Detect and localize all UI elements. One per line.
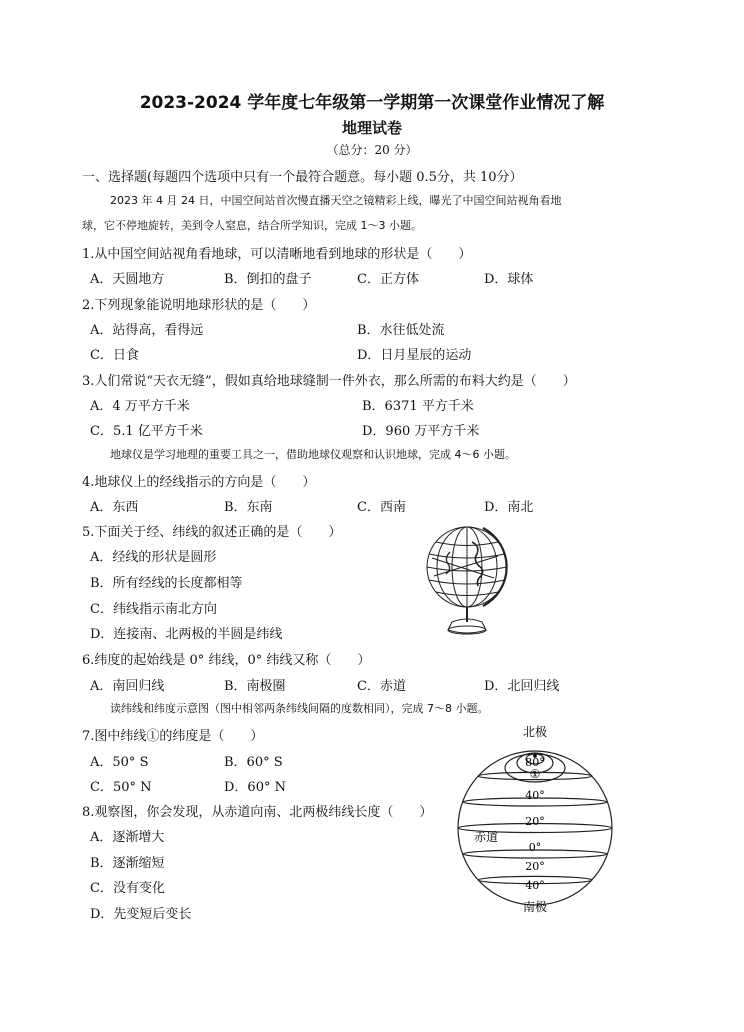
option-c[interactable]: C．西南 (357, 500, 406, 515)
option-a[interactable]: A．逐渐增大 (90, 830, 165, 845)
option-a[interactable]: A．天圆地方 (90, 272, 165, 287)
page-title: 2023-2024 学年度七年级第一学期第一次课堂作业情况了解 (139, 93, 605, 113)
option-c[interactable]: C．正方体 (357, 272, 419, 287)
option-d[interactable]: D．先变短后变长 (90, 907, 192, 922)
north-pole-label: 北极 (522, 725, 548, 739)
option-c[interactable]: C．纬线指示南北方向 (90, 602, 217, 617)
question-stem: 1.从中国空间站视角看地球，可以清晰地看到地球的形状是（ ） (82, 247, 472, 262)
option-d[interactable]: D．球体 (484, 272, 534, 287)
latitude-label: 80° (525, 756, 545, 769)
option-b[interactable]: B．6371 平方千米 (362, 399, 474, 414)
intro-paragraph: 读纬线和纬度示意图（图中相邻两条纬线间隔的度数相同），完成 7～8 小题。 (110, 702, 489, 715)
option-d[interactable]: D．960 万平方千米 (362, 424, 480, 439)
intro-paragraph-line: 2023 年 4 月 24 日，中国空间站首次慢直播天空之镜精彩上线，曝光了中国空间站视角看地 (110, 194, 562, 207)
option-a[interactable]: A．南回归线 (90, 679, 165, 694)
option-c[interactable]: C．50° N (90, 780, 152, 795)
option-b[interactable]: B．南极圈 (224, 679, 286, 694)
option-d[interactable]: D．连接南、北两极的半圆是纬线 (90, 627, 283, 642)
option-a[interactable]: A．东西 (90, 500, 139, 515)
question-stem: 4.地球仪上的经线指示的方向是（ ） (82, 475, 316, 490)
option-b[interactable]: B．60° S (224, 755, 283, 770)
question-stem: 5.下面关于经、纬线的叙述正确的是（ ） (82, 525, 342, 540)
option-c[interactable]: C．赤道 (357, 679, 406, 694)
latitude-label: 20° (525, 860, 545, 873)
option-d[interactable]: D．60° N (224, 780, 286, 795)
option-d[interactable]: D．日月星辰的运动 (357, 348, 472, 363)
question-stem: 8.观察图，你会发现，从赤道向南、北两极纬线长度（ ） (82, 805, 433, 820)
option-a[interactable]: A．站得高，看得远 (90, 323, 204, 338)
option-b[interactable]: B．逐渐缩短 (90, 856, 165, 871)
latitude-label: ① (529, 767, 541, 781)
latitude-label: 0° (528, 841, 542, 854)
option-c[interactable]: C．日食 (90, 348, 139, 363)
section-heading: 一、选择题(每题四个选项中只有一个最符合题意。每小题 0.5分，共 10分） (82, 170, 523, 185)
option-d[interactable]: D．南北 (484, 500, 534, 515)
intro-paragraph: 地球仪是学习地理的重要工具之一，借助地球仪观察和认识地球，完成 4～6 小题。 (110, 448, 516, 461)
paper-subtitle: 地理试卷 (341, 119, 402, 137)
question-stem: 7.图中纬线①的纬度是（ ） (82, 729, 264, 744)
south-pole-label: 南极 (522, 900, 548, 914)
latitude-label: 20° (525, 815, 545, 828)
option-b[interactable]: B．水往低处流 (357, 323, 445, 338)
latitude-diagram (450, 720, 620, 915)
globe-illustration (412, 512, 522, 642)
total-score: （总分：20 分） (326, 143, 418, 157)
latitude-label: 40° (525, 879, 545, 892)
option-a[interactable]: A．50° S (90, 755, 149, 770)
question-stem: 2.下列现象能说明地球形状的是（ ） (82, 298, 316, 313)
option-b[interactable]: B．所有经线的长度都相等 (90, 576, 243, 591)
question-stem: 3.人们常说“天衣无缝”，假如真给地球缝制一件外衣，那么所需的布料大约是（ ） (82, 374, 576, 389)
option-b[interactable]: B．东南 (224, 500, 273, 515)
option-d[interactable]: D．北回归线 (484, 679, 560, 694)
option-c[interactable]: C．没有变化 (90, 881, 165, 896)
option-b[interactable]: B．倒扣的盘子 (224, 272, 312, 287)
option-a[interactable]: A．4 万平方千米 (90, 399, 190, 414)
intro-paragraph-line: 球，它不停地旋转，美到令人窒息，结合所学知识，完成 1～3 小题。 (82, 219, 422, 232)
equator-label: 赤道 (473, 830, 499, 844)
option-c[interactable]: C．5.1 亿平方千米 (90, 424, 203, 439)
latitude-label: 40° (525, 789, 545, 802)
question-stem: 6.纬度的起始线是 0° 纬线，0° 纬线又称（ ） (82, 653, 371, 668)
option-a[interactable]: A．经线的形状是圆形 (90, 550, 217, 565)
